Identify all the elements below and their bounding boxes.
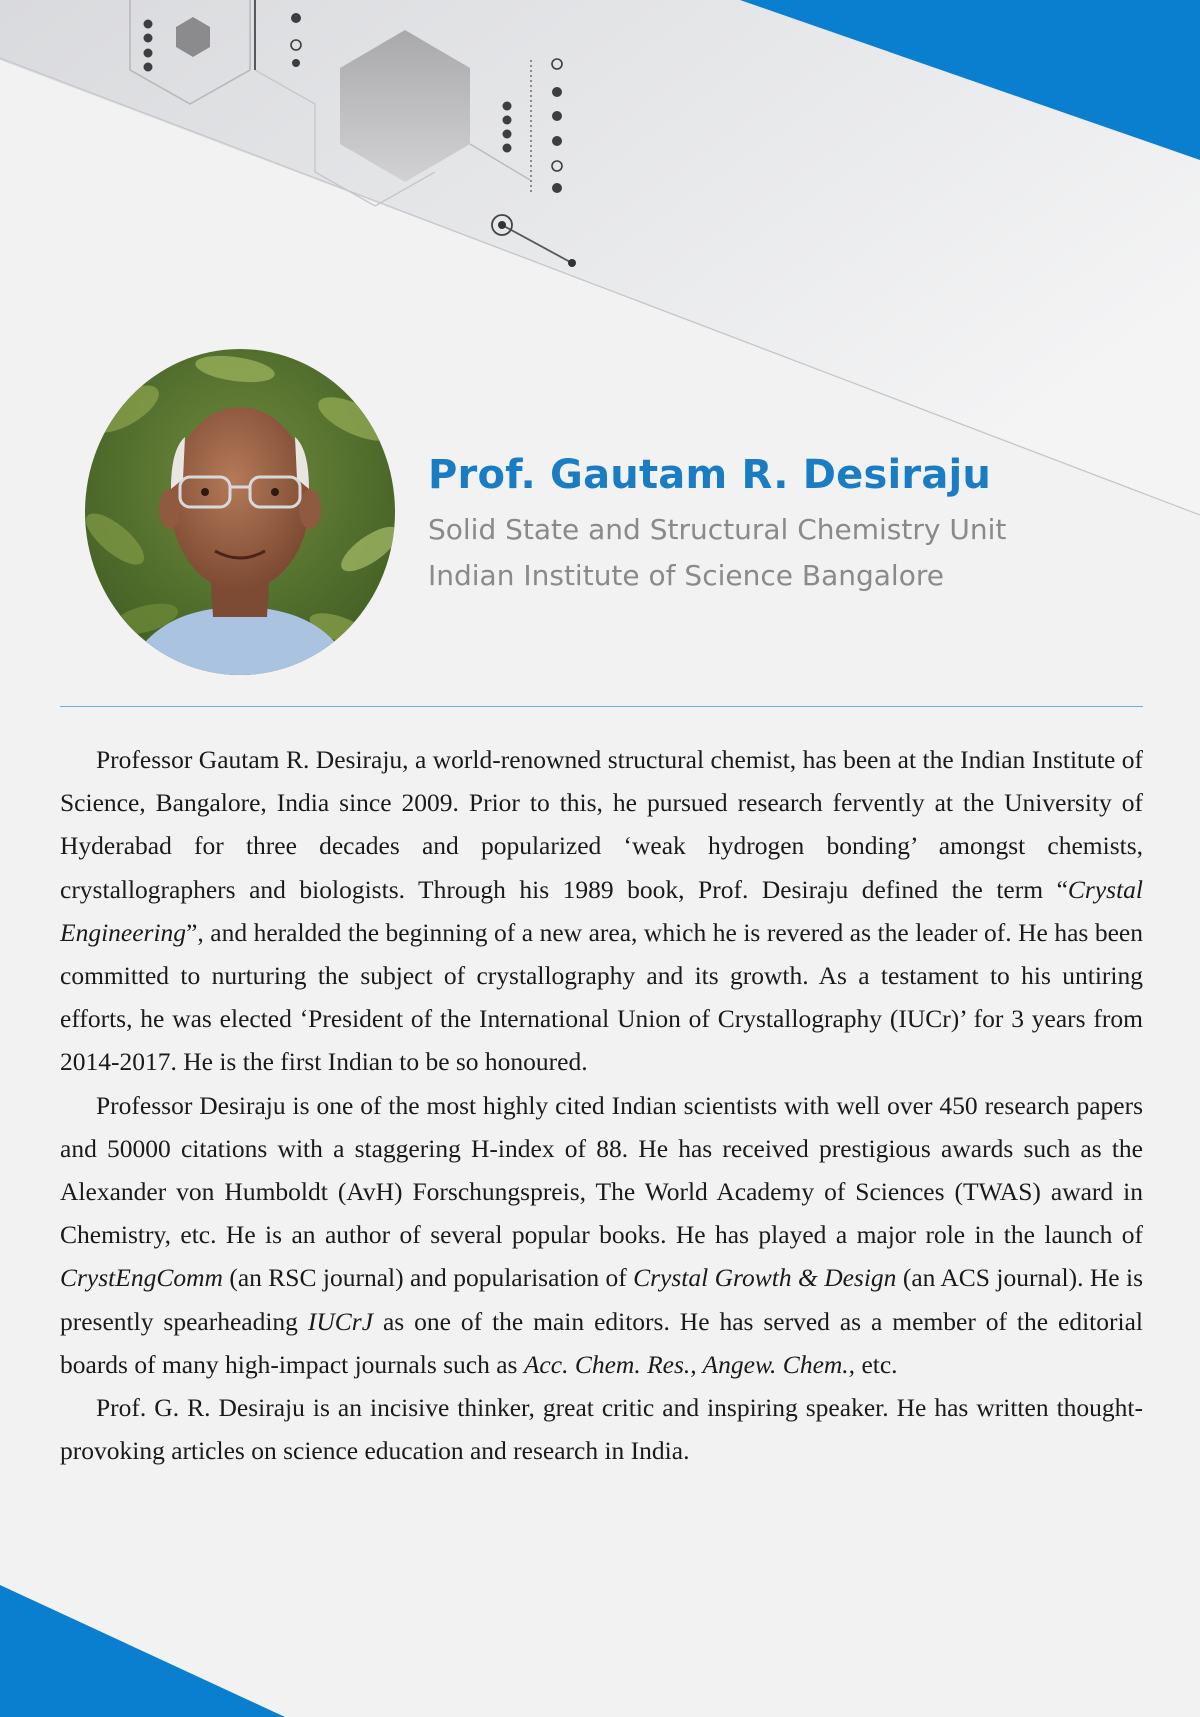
affiliation-unit: Solid State and Structural Chemistry Unit — [428, 513, 1007, 546]
crystal-engineering-term: Crystal Engineering — [60, 874, 1143, 947]
ear-left — [159, 489, 181, 529]
journal-crystengcomm: CrystEngComm — [60, 1263, 223, 1293]
bio-paragraph-2: Professor Desiraju is one of the most highly cited Indian scientists with well over 450 research papers and 50000 citations with a staggering H-index of 88. He has received prestigious awards such as the Alexander von Humboldt (AvH) Forschungspreis, The World Academy of Sciences (TWAS) award in Chemistry, etc. He is an author of several popular books. He has played a major role in the launch of CrystEngComm (an RSC journal) and popularisation of Crystal Growth & Design (an ACS journal). He is presently spearheading IUCrJ as one of the main editors. He has served as a member of the editorial boards of many high-impact journals such as Acc. Chem. Res., Angew. Chem., etc. — [60, 1090, 1143, 1379]
eye-right — [271, 488, 279, 496]
portrait-illustration — [85, 349, 395, 675]
bottom-left-blue-band — [0, 1585, 285, 1717]
journal-iucrj: IUCrJ — [307, 1306, 374, 1336]
bio-paragraph-3: Prof. G. R. Desiraju is an incisive thinker, great critic and inspiring speaker. He has written thought-provoking articles on science education and research in India. — [60, 1393, 1143, 1466]
head — [170, 407, 310, 591]
journal-crystal-growth-design: Crystal Growth & Design — [633, 1263, 897, 1293]
eye-left — [201, 488, 209, 496]
portrait-photo — [85, 349, 395, 675]
bond-end-node — [568, 259, 576, 267]
journal-acc-angew: Acc. Chem. Res., Angew. Chem., — [523, 1349, 856, 1379]
affiliation-institute: Indian Institute of Science Bangalore — [428, 559, 944, 592]
person-name: Prof. Gautam R. Desiraju — [428, 452, 992, 498]
ear-right — [299, 489, 321, 529]
section-divider — [60, 706, 1143, 707]
biography — [60, 738, 1143, 1472]
target-node-center — [498, 221, 506, 229]
bio-paragraph-1: Professor Gautam R. Desiraju, a world-renowned structural chemist, has been at the Indian Institute of Science, Bangalore, India since 2009. Prior to this, he pursued research fervently at the University of Hyderabad for three decades and popularized ‘weak hydrogen bonding’ amongst chemists, crystallographers and biologists. Through his 1989 book, Prof. Desiraju defined the term “Crystal Engineering”, and heralded the beginning of a new area, which he is revered as the leader of. He has been committed to nurturing the subject of crystallography and its growth. As a testament to his untiring efforts, he was elected ‘President of the International Union of Crystallography (IUCr)’ for 3 years from 2014-2017. He is the first Indian to be so honoured. — [60, 745, 1143, 1077]
